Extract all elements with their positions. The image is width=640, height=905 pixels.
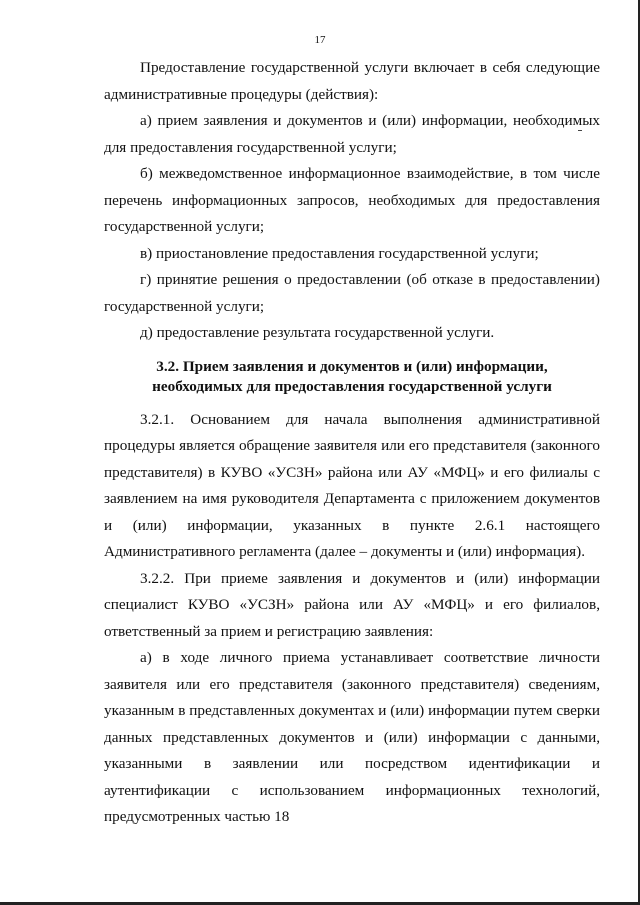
section-heading [104, 357, 600, 397]
paragraph-intro: Предоставление государственной услуги включает в себя следующие административные процедуры (действия): [104, 59, 600, 103]
section-heading-line-1: 3.2. Прием заявления и документов и (или) информации, [156, 357, 548, 375]
paragraph-3-2-2: 3.2.2. При приеме заявления и документов и (или) информации специалист КУВО «УСЗН» района или АУ «МФЦ» и его филиалов, ответственный за прием и регистрацию заявления: [104, 569, 600, 640]
paragraph-3-2-2-a: а) в ходе личного приема устанавливает соответствие личности заявителя или его представителя (законного представителя) сведениям, указанным в представленных документах и (или) информации путем сверки данных представленных документов и (или) информации с данными, указанными в заявлении или посредством идентификации и аутентификации с использованием информационных технологий, предусмотренных частью 18 [104, 649, 600, 825]
list-item-e: д) предоставление результата государственной услуги. [140, 324, 495, 341]
document-body [104, 55, 600, 831]
list-item-c: в) приостановление предоставления государственной услуги; [140, 244, 539, 262]
list-item-b: б) межведомственное информационное взаимодействие, в том числе перечень информационных запросов, необходимых для предоставления государственной услуги; [104, 165, 600, 235]
section-heading-line-2: необходимых для предоставления государственной услуги [152, 377, 552, 395]
page-number: 17 [314, 34, 326, 46]
list-item-d: г) принятие решения о предоставлении (об отказе в предоставлении) государственной услуги; [104, 271, 600, 315]
paragraph-3-2-1: 3.2.1. Основанием для начала выполнения административной процедуры является обращение заявителя или его представителя (законного представителя) в КУВО «УСЗН» района или АУ «МФЦ» и его филиалы с заявлением на имя руководителя Департамента с приложением документов и (или) информации, указанных в пункте 2.6.1 настоящего Административного регламента (далее – документы и (или) информация). [104, 410, 600, 560]
list-item-a: а) прием заявления и документов и (или) информации, необходимых для предоставления государственной услуги; [104, 112, 600, 156]
